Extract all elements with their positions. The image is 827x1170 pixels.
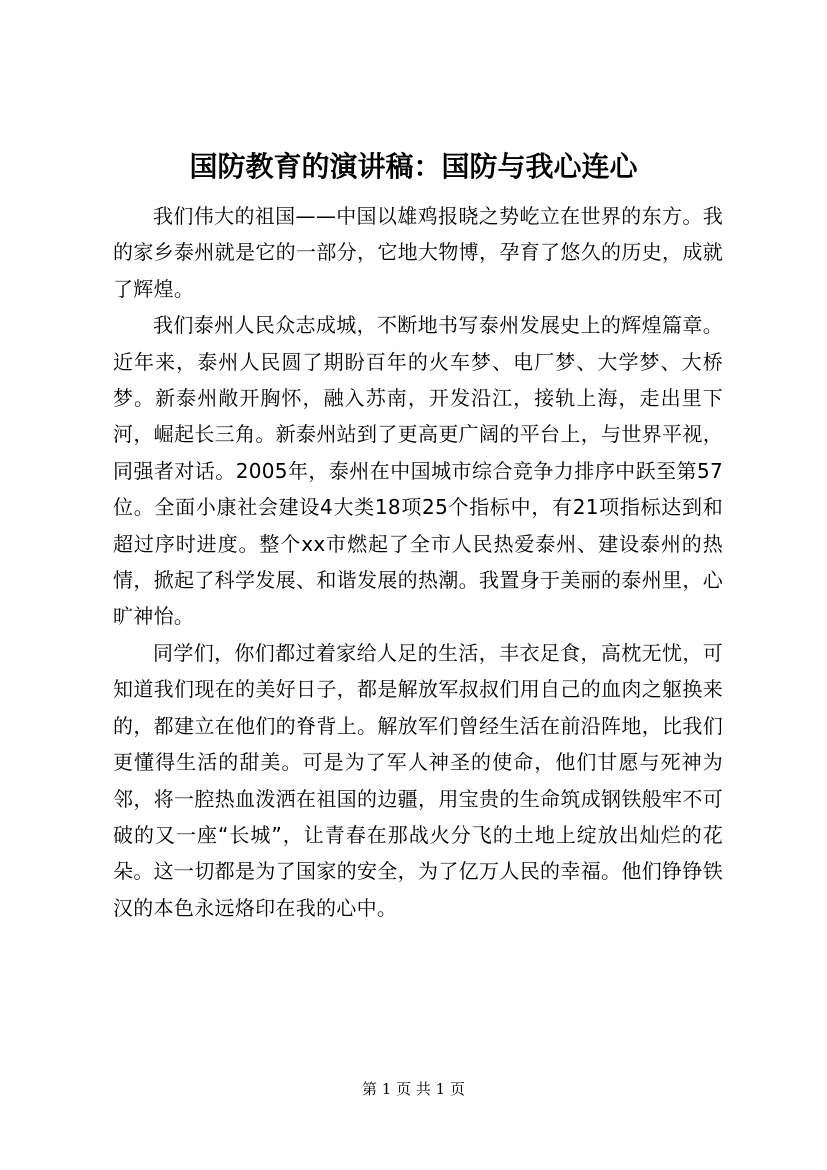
page-total: 共 1 页 [415, 1080, 465, 1098]
paragraph-3: 同学们，你们都过着家给人足的生活，丰衣足食，高枕无忧，可知道我们现在的美好日子，都是解放军叔叔们用自己的血肉之躯换来的，都建立在他们的脊背上。解放军们曾经生活在前沿阵地，比我们更懂得生活的甜美。可是为了军人神圣的使命，他们甘愿与死神为邻，将一腔热血泼洒在祖国的边疆，用宝贵的生命筑成钢铁般牢不可破的又一座“长城”，让青春在那战火分飞的土地上绽放出灿烂的花朵。这一切都是为了国家的安全，为了亿万人民的幸福。他们铮铮铁汉的本色永远烙印在我的心中。 [113, 640, 723, 920]
page-number: 第 1 页 [362, 1080, 412, 1098]
document-title: 国防教育的演讲稿：国防与我心连心 [189, 150, 638, 183]
paragraph-1: 我们伟大的祖国——中国以雄鸡报晓之势屹立在世界的东方。我的家乡泰州就是它的一部分，它地大物博，孕育了悠久的历史，成就了辉煌。 [113, 204, 723, 301]
paragraph-2: 我们泰州人民众志成城，不断地书写泰州发展史上的辉煌篇章。近年来，泰州人民圆了期盼百年的火车梦、电厂梦、大学梦、大桥梦。新泰州敞开胸怀，融入苏南，开发沿江，接轨上海，走出里下河，崛起长三角。新泰州站到了更高更广阔的平台上，与世界平视，同强者对话。2005年，泰州在中国城市综合竞争力排序中跃至第57位。全面小康社会建设4大类18项25个指标中，有21项指标达到和超过序时进度。整个xx市燃起了全市人民热爱泰州、建设泰州的热情，掀起了科学发展、和谐发展的热潮。我置身于美丽的泰州里，心旷神怡。 [113, 313, 723, 629]
page-footer [0, 1078, 827, 1100]
document-body [113, 198, 723, 926]
